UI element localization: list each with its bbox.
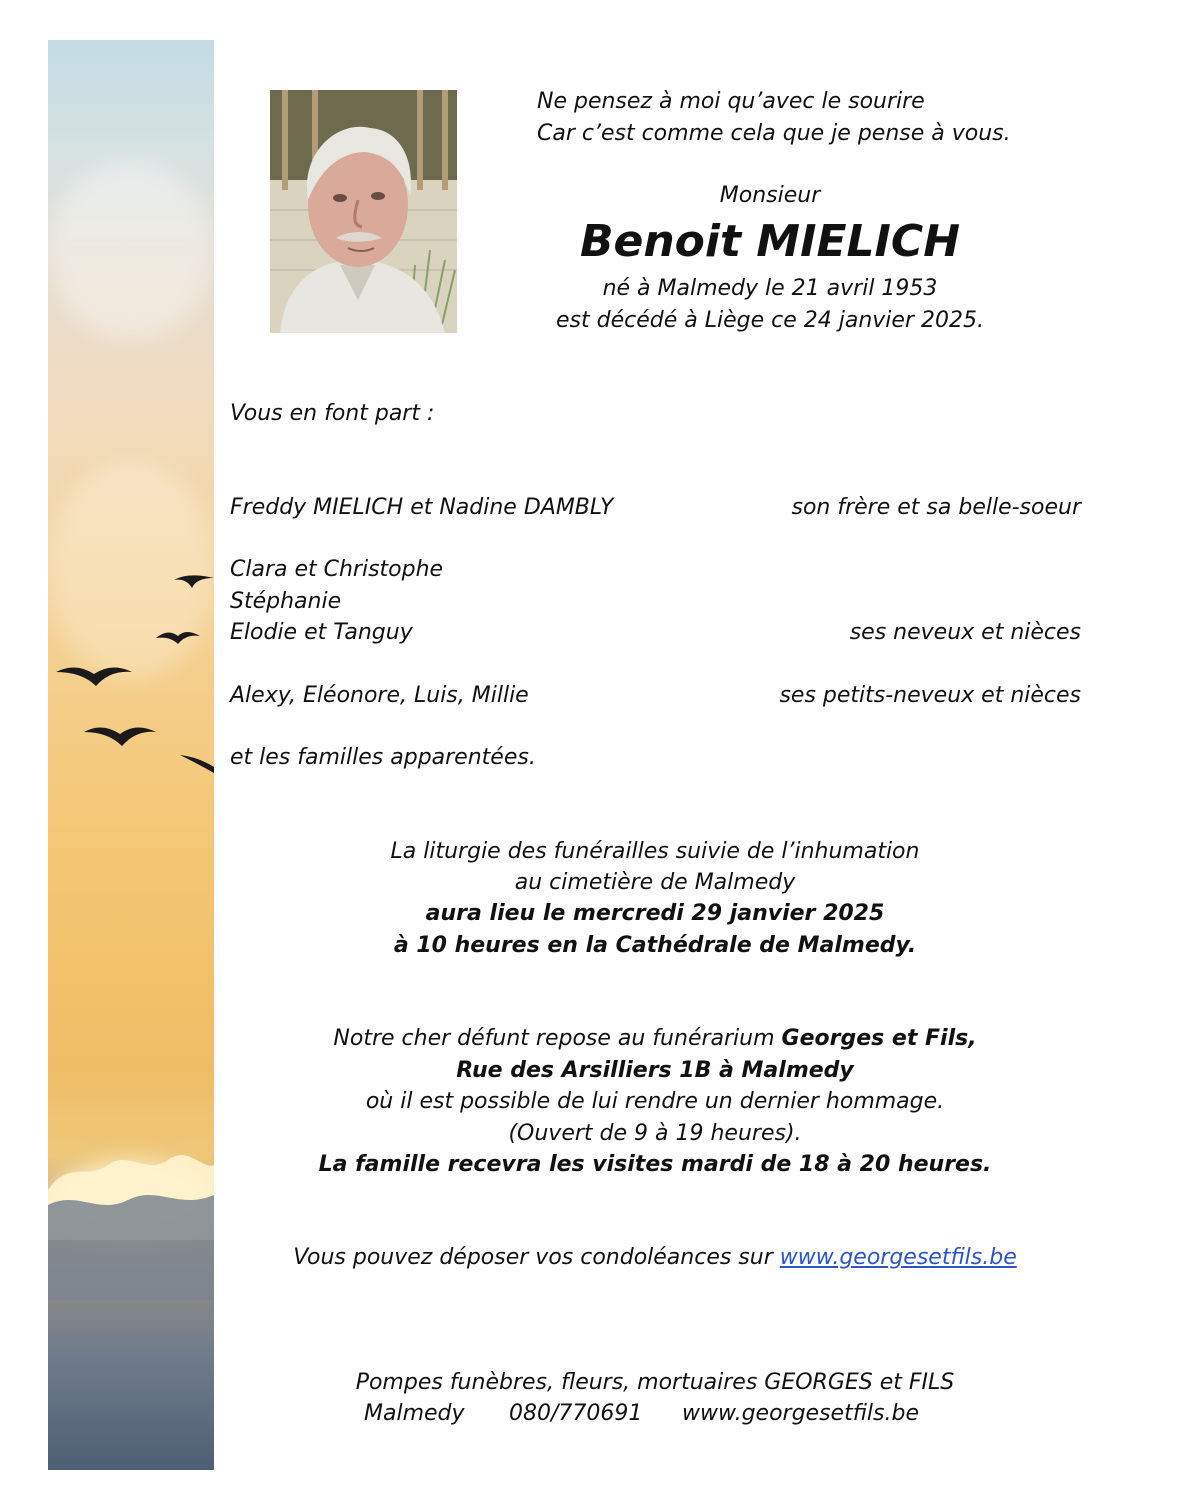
portrait-photo [270,90,457,333]
funeral-line-1: La liturgie des funérailles suivie de l’inhumation [390,839,920,864]
rest-hours: (Ouvert de 9 à 19 heures). [508,1121,802,1146]
family-relation-brother: son frère et sa belle-soeur [791,495,1081,520]
funeral-line-2: au cimetière de Malmedy [514,870,796,895]
deceased-name: Benoit MIELICH [579,216,961,267]
rest-line-3: où il est possible de lui rendre un dernier hommage. [365,1089,945,1114]
funeral-home-name: Georges et Fils, [781,1026,977,1051]
bird-icon [56,575,214,773]
condolences-text: Vous pouvez déposer vos condoléances sur [293,1245,780,1270]
family-name-clara: Clara et Christophe [230,557,444,582]
funeral-place: à 10 heures en la Cathédrale de Malmedy. [393,933,917,958]
visit-hours: La famille recevra les visites mardi de 18 à 20 heures. [318,1152,992,1177]
footer-company: Pompes funèbres, fleurs, mortuaires GEORGES et FILS [355,1370,955,1395]
family-name-elodie: Elodie et Tanguy [230,620,413,645]
family-others: et les familles apparentées. [230,745,536,770]
condolences-line [255,1242,1055,1273]
rest-line-1 [255,1023,1055,1054]
footer-city: Malmedy [364,1401,465,1426]
family-name-freddy: Freddy MIELICH et Nadine DAMBLY [230,495,614,520]
footer-website: www.georgesetfils.be [682,1401,919,1426]
family-name-alexy: Alexy, Eléonore, Luis, Millie [230,683,529,708]
funeral-date: aura lieu le mercredi 29 janvier 2025 [425,901,885,926]
sky-sunset-image [48,40,214,1470]
rest-line-1-text: Notre cher défunt repose au funérarium [333,1026,782,1051]
quote-line-1: Ne pensez à moi qu’avec le sourire [537,89,925,114]
condolences-link[interactable]: www.georgesetfils.be [779,1245,1017,1270]
footer-phone: 080/770691 [509,1401,643,1426]
birth-line: né à Malmedy le 21 avril 1953 [602,276,938,301]
family-relation-grand-nieces: ses petits-neveux et nièces [779,683,1081,708]
announce-label: Vous en font part : [230,401,435,426]
quote-line-2: Car c’est comme cela que je pense à vous. [537,121,1011,146]
rest-address: Rue des Arsilliers 1B à Malmedy [456,1058,854,1083]
deceased-title: Monsieur [719,183,821,208]
family-name-stephanie: Stéphanie [230,589,342,614]
family-relation-nieces: ses neveux et nièces [849,620,1081,645]
death-line: est décédé à Liège ce 24 janvier 2025. [556,308,984,333]
